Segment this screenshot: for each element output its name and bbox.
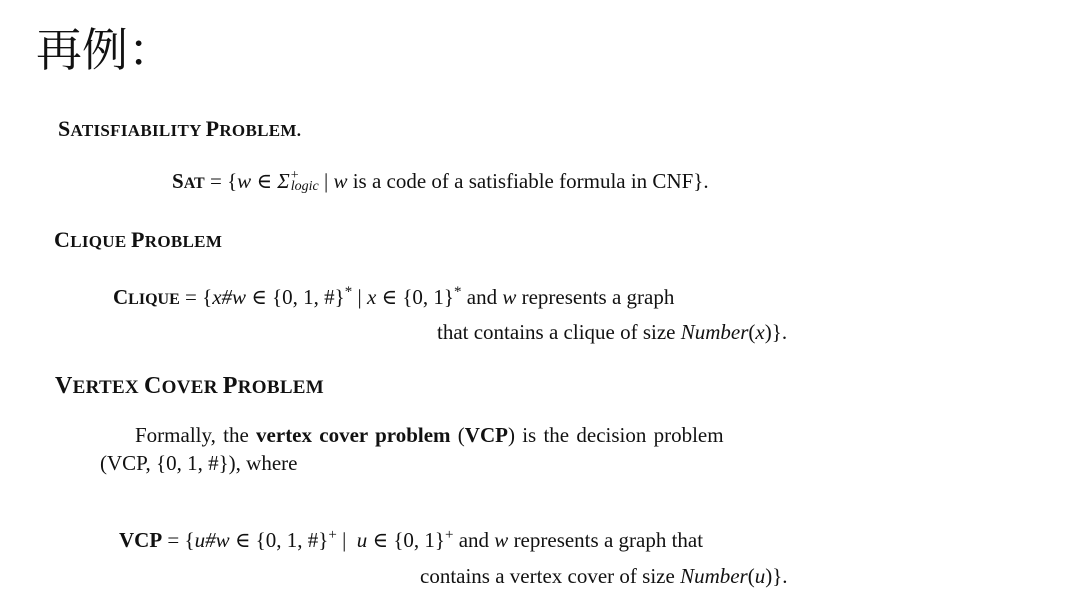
formula-text: that contains a clique of size	[437, 320, 681, 344]
heading-rest: ROBLEM.	[219, 121, 302, 140]
math-variable: w	[494, 528, 509, 552]
set-name-cap: C	[113, 285, 129, 309]
superscript: +	[328, 527, 337, 543]
superscript: *	[454, 284, 462, 300]
formula-text: |	[318, 169, 334, 193]
math-symbol: Σ	[277, 169, 290, 193]
formula-text: = {	[204, 169, 238, 193]
math-variable: u	[356, 528, 368, 552]
heading-cap: P	[222, 373, 238, 399]
superscript: +	[290, 168, 299, 184]
sat-heading	[58, 116, 301, 142]
math-variable: w	[237, 169, 252, 193]
math-function: Number	[680, 320, 749, 344]
clique-formula-line-2	[437, 320, 787, 345]
heading-rest: ROBLEM	[144, 232, 223, 251]
heading-rest: LIQUE	[70, 232, 132, 251]
heading-rest: OVER	[161, 377, 223, 398]
emphasis-text: vertex cover problem	[256, 423, 451, 447]
math-variable: x	[366, 285, 377, 309]
formula-text: ∈ {0, 1, #}	[229, 528, 329, 552]
math-function: Number	[680, 564, 748, 588]
vcp-formula-line-1	[119, 528, 703, 553]
set-name-rest: LIQUE	[128, 291, 180, 308]
formula-text: |	[352, 285, 367, 309]
formula-text: and	[461, 285, 503, 309]
math-variable: x	[755, 320, 765, 344]
heading-rest: ROBLEM	[237, 377, 325, 398]
formula-text: |	[336, 528, 357, 552]
page-title: 再例：	[36, 23, 174, 77]
sat-formula	[172, 169, 709, 194]
formula-text: is a code of a satisfiable formula in CNF}.	[347, 169, 709, 193]
superscript: *	[344, 284, 353, 300]
set-name-cap: S	[172, 169, 184, 193]
formula-text: )}.	[765, 564, 788, 588]
heading-cap: S	[58, 116, 71, 141]
math-variable: u	[754, 564, 766, 588]
formula-text: = {	[162, 528, 195, 552]
heading-cap: P	[205, 116, 220, 141]
formula-text: represents a graph	[516, 285, 675, 309]
math-variable: w	[502, 285, 517, 309]
formula-text: and	[453, 528, 495, 552]
formula-text: (	[748, 320, 756, 344]
formula-text: )}.	[764, 320, 788, 344]
math-variable: w	[333, 169, 348, 193]
math-variable: x#w	[212, 285, 247, 309]
heading-cap: V	[55, 373, 73, 399]
vcp-formula-line-2	[420, 564, 788, 589]
vcp-paragraph-line-1	[135, 423, 724, 448]
subscript: logic	[290, 179, 319, 195]
formula-text: (	[747, 564, 755, 588]
sigma-scripts	[290, 168, 319, 195]
formula-text: represents a graph that	[508, 528, 704, 552]
formula-text: ∈ {0, 1, #}	[246, 285, 345, 309]
heading-cap: C	[54, 227, 71, 252]
vcp-paragraph-line-2: (VCP, {0, 1, #}), where	[100, 451, 298, 475]
formula-text: contains a vertex cover of size	[420, 564, 681, 588]
formula-text: ∈ {0, 1}	[376, 285, 454, 309]
heading-cap: C	[143, 373, 162, 399]
superscript: +	[445, 527, 454, 543]
paragraph-text: (	[450, 423, 465, 447]
heading-cap: P	[131, 227, 145, 252]
paragraph-text: ) is the decision problem	[507, 423, 724, 447]
formula-text: ∈	[251, 169, 278, 193]
set-name-rest: AT	[183, 175, 205, 192]
vcp-heading	[55, 373, 324, 400]
paragraph-text: Formally, the	[135, 423, 257, 447]
formula-text: = {	[179, 285, 213, 309]
formula-text: ∈ {0, 1}	[367, 528, 445, 552]
math-variable: u#w	[194, 528, 230, 552]
heading-rest: ATISFIABILITY	[70, 121, 206, 140]
clique-heading	[54, 227, 222, 253]
set-name: VCP	[119, 528, 163, 552]
clique-formula-line-1	[113, 285, 674, 310]
heading-rest: ERTEX	[72, 377, 144, 398]
emphasis-text: VCP	[464, 423, 508, 447]
